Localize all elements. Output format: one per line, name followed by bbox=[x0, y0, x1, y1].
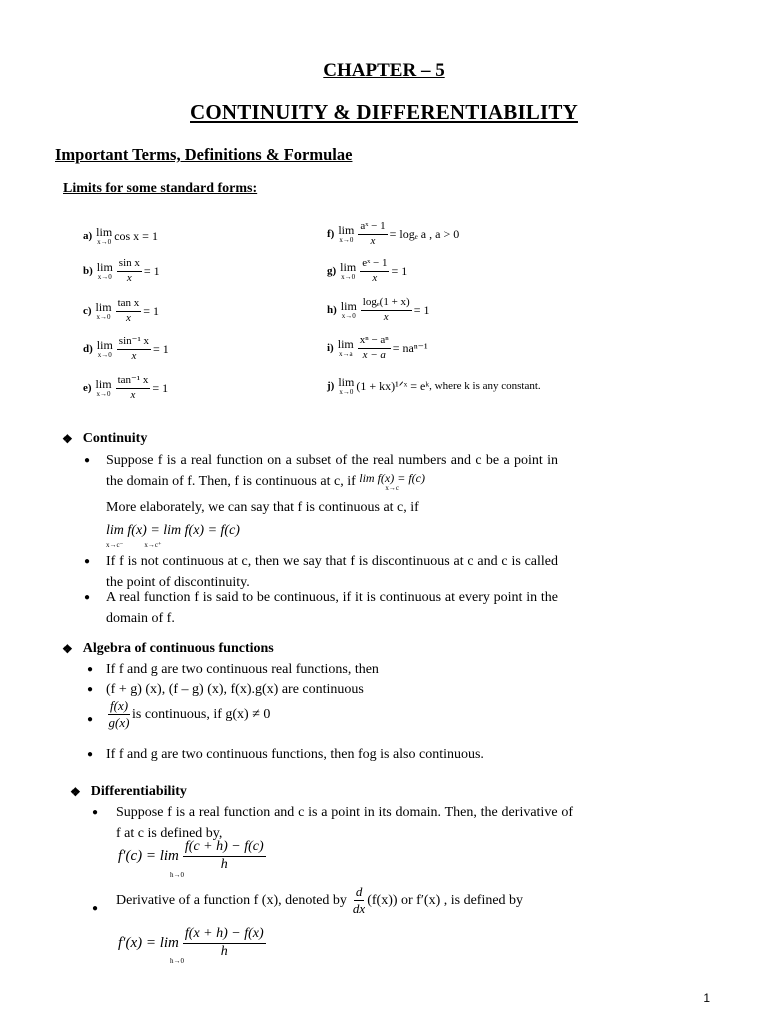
limit-operator: lim x→0 bbox=[96, 260, 113, 282]
limit-subscript: h→0 bbox=[170, 957, 184, 965]
limit-fraction: $\frac{\text{tan x}}{x}$ bbox=[117, 297, 140, 324]
limit-label: a) bbox=[83, 230, 93, 242]
limit-operator: lim x→0 bbox=[96, 225, 113, 246]
bullet-icon: ● bbox=[87, 684, 94, 695]
limit-operator: lim x→0 bbox=[340, 299, 357, 321]
bullet-icon: ● bbox=[87, 714, 94, 725]
limit-label: c) bbox=[83, 305, 92, 318]
algebra-item-4: If f and g are two continuous functions, then fog is also continuous. bbox=[106, 747, 484, 762]
limit-fraction: $\frac{\text{logₑ(1 + x)}}{x}$ bbox=[362, 296, 410, 323]
limit-g bbox=[327, 258, 407, 284]
algebra-item-3: $\frac{f(x)}{g(x)}$ is continuous, if g(x) ≠ 0 bbox=[108, 698, 271, 730]
algebra-item-2: (f + g) (x), (f – g) (x), f(x).g(x) are continuous bbox=[106, 682, 364, 697]
limit-e bbox=[83, 375, 168, 401]
continuity-formula: lim f(x) = lim f(x) = f(c) x→c⁻ x→c⁺ bbox=[106, 523, 240, 549]
limit-rhs: = 1 bbox=[143, 303, 160, 318]
continuity-paragraph-2: If f is not continuous at c, then we say that f is discontinuous at c and c is called the point of discontinuity. bbox=[106, 554, 558, 590]
continuity-heading bbox=[62, 431, 147, 447]
limit-rhs: = logₑ a , a > 0 bbox=[389, 226, 460, 241]
inline-limit: lim f(x) = f(c) x→c bbox=[359, 470, 425, 492]
limit-b bbox=[83, 258, 160, 284]
section-heading: Important Terms, Definitions & Formulae bbox=[55, 145, 353, 164]
algebra-item-1: If f and g are two continuous real functions, then bbox=[106, 662, 379, 677]
limit-fraction: $\frac{\text{eˣ − 1}}{x}$ bbox=[362, 257, 388, 284]
limit-operator: lim x→0 bbox=[338, 223, 355, 245]
derivative-formula: f′(x) = lim $\frac{f(x + h) - f(x)}{h}$ bbox=[118, 926, 264, 959]
differentiability-paragraph-1: Suppose f is a real function and c is a point in its domain. Then, the derivative of f at c is defined by, bbox=[116, 805, 573, 841]
bullet-icon: ● bbox=[87, 664, 94, 675]
limit-rhs: = 1 bbox=[413, 302, 430, 317]
limit-a bbox=[83, 226, 158, 246]
diamond-bullet-icon: ❖ bbox=[62, 431, 73, 446]
bullet-icon: ● bbox=[92, 903, 99, 914]
algebra-heading-text: Algebra of continuous functions bbox=[82, 641, 274, 656]
limit-label: i) bbox=[327, 342, 334, 355]
diamond-bullet-icon: ❖ bbox=[62, 641, 73, 656]
limit-rhs: = 1 bbox=[152, 380, 169, 395]
continuity-heading-text: Continuity bbox=[82, 431, 148, 446]
limit-d bbox=[83, 336, 169, 362]
continuity-paragraph-1: Suppose f is a real function on a subset of the real numbers and c be a point in the domain of f. Then, f is continuous at c, if lim f(x) = f(c) x→c bbox=[106, 453, 558, 492]
limit-f bbox=[327, 221, 459, 247]
limit-c bbox=[83, 298, 159, 324]
bullet-icon: ● bbox=[84, 592, 91, 603]
algebra-heading bbox=[62, 641, 274, 657]
limit-rhs: = 1 bbox=[143, 263, 160, 278]
differentiability-heading bbox=[70, 784, 187, 800]
limit-label: g) bbox=[327, 265, 337, 278]
limit-label: f) bbox=[327, 228, 335, 241]
limit-rhs: = naⁿ⁻¹ bbox=[392, 340, 428, 355]
subsection-heading: Limits for some standard forms: bbox=[63, 181, 258, 196]
limit-fraction: $\frac{\text{sin x}}{x}$ bbox=[118, 257, 140, 284]
limit-operator: lim x→0 bbox=[338, 375, 355, 396]
page-number: 1 bbox=[703, 991, 710, 1005]
limit-label: e) bbox=[83, 382, 92, 395]
limit-fraction: $\frac{\text{tan⁻¹ x}}{x}$ bbox=[117, 374, 149, 401]
limit-operator: lim x→a bbox=[337, 337, 354, 359]
limit-i bbox=[327, 335, 428, 361]
limit-expression: (1 + kx)¹ᐟˣ = eᵏ bbox=[356, 378, 430, 393]
limit-rhs: = 1 bbox=[391, 263, 408, 278]
limit-operator: lim x→0 bbox=[96, 338, 113, 360]
limit-label: d) bbox=[83, 343, 93, 356]
limit-label: h) bbox=[327, 304, 337, 317]
derivative-at-c-formula: f′(c) = lim $\frac{f(c + h) - f(c)}{h}$ bbox=[118, 839, 264, 872]
limit-expression: cos x = 1 bbox=[114, 228, 158, 243]
limit-fraction: $\frac{\text{aˣ − 1}}{x}$ bbox=[360, 220, 386, 247]
bullet-icon: ● bbox=[84, 556, 91, 567]
bullet-icon: ● bbox=[87, 749, 94, 760]
differentiability-heading-text: Differentiability bbox=[90, 784, 187, 799]
limit-h bbox=[327, 297, 429, 323]
continuity-elaboration: More elaborately, we can say that f is continuous at c, if bbox=[106, 500, 419, 515]
diamond-bullet-icon: ❖ bbox=[70, 784, 81, 799]
limit-operator: lim x→0 bbox=[95, 377, 112, 399]
quotient-fraction: $\frac{f(x)}{g(x)}$ bbox=[108, 698, 130, 730]
limit-operator: lim x→0 bbox=[95, 300, 112, 322]
limit-rhs: = 1 bbox=[153, 341, 169, 356]
bullet-icon: ● bbox=[92, 807, 99, 818]
limit-label: b) bbox=[83, 265, 93, 278]
limit-operator: lim x→0 bbox=[340, 260, 357, 282]
chapter-title: CONTINUITY & DIFFERENTIABILITY bbox=[190, 100, 578, 124]
continuity-paragraph-3: A real function f is said to be continuous, if it is continuous at every point in the domain of f. bbox=[106, 590, 558, 626]
chapter-number: CHAPTER – 5 bbox=[323, 60, 445, 81]
limit-fraction: $\frac{\text{sin⁻¹ x}}{x}$ bbox=[118, 335, 149, 362]
limit-fraction: $\frac{\text{xⁿ − aⁿ}}{x - a}$ bbox=[359, 334, 389, 361]
limit-j bbox=[327, 376, 541, 396]
bullet-icon: ● bbox=[84, 455, 91, 466]
limit-label: j) bbox=[327, 380, 335, 392]
differentiability-paragraph-2: Derivative of a function f (x), denoted by $\frac{d}{dx}$ (f(x)) or f′(x) , is defined by bbox=[116, 884, 524, 916]
limit-note: , where k is any constant. bbox=[429, 380, 541, 392]
limit-subscript: h→0 bbox=[170, 871, 184, 879]
